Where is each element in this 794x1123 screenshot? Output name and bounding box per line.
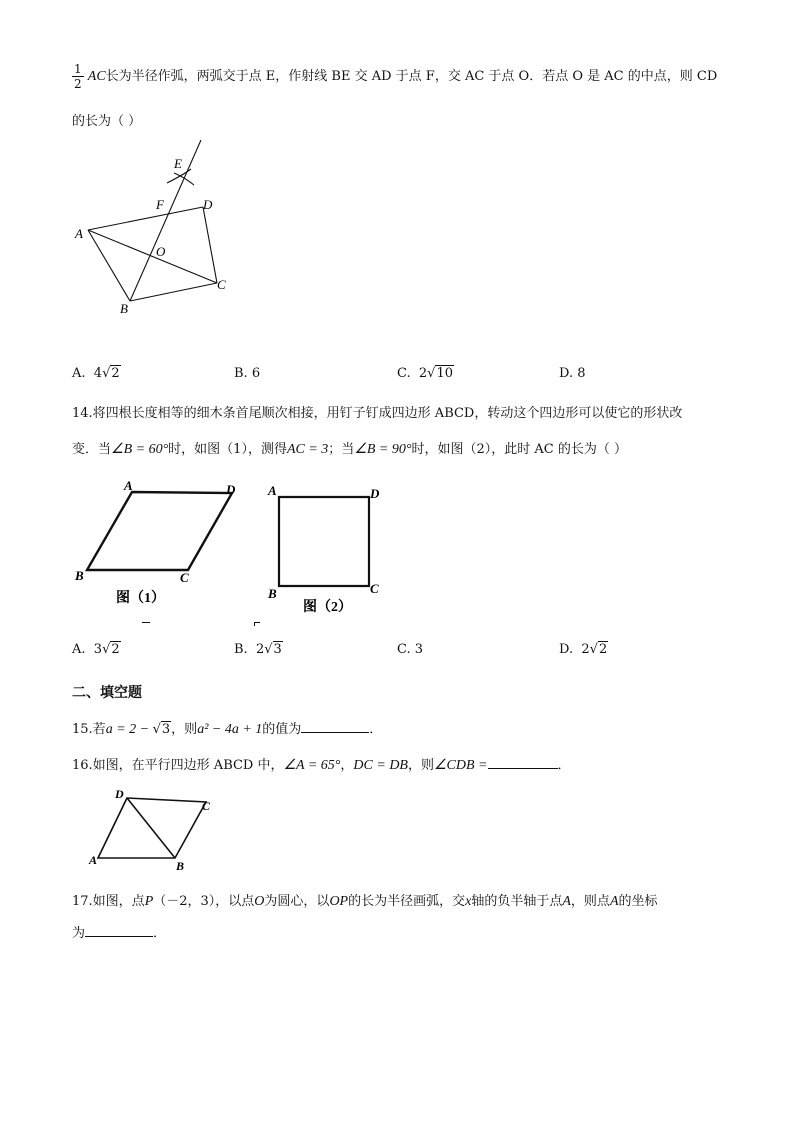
segment-cb (130, 283, 217, 301)
label-d: D (203, 197, 213, 212)
q14-line1: 14.将四根长度相等的细木条首尾顺次相接，用钉子钉成四边形 ABCD，转动这个四边形可以使它的形状改 (72, 406, 683, 421)
section-title: 二、填空题 (72, 685, 142, 701)
q13-line1-text: 长为半径作弧，两弧交于点 E，作射线 BE 交 AD 于点 F，交 AC 于点 O．若点 O 是 AC 的中点，则 CD (105, 69, 718, 84)
fig1-label-c: C (180, 570, 189, 585)
q16-label-b: B (176, 859, 185, 873)
q16-label-a: A (89, 853, 98, 867)
q14-option-b[interactable]: B. 2√3 (234, 642, 282, 657)
q16-label-c: C (202, 799, 211, 813)
segment-ac (88, 230, 217, 283)
q15-line: 15.若a = 2 − √3，则a² − 4a + 1的值为 ． (72, 722, 383, 737)
answer-blank-15[interactable] (301, 720, 369, 733)
segment-dc (203, 207, 217, 283)
q13-option-d[interactable]: D. 8 (559, 366, 586, 381)
q14-option-a[interactable]: A. 3√2 (72, 642, 120, 657)
diagonal-db (127, 798, 175, 858)
ray-be (130, 140, 201, 301)
fig2-label-b: B (268, 586, 277, 601)
answer-blank-16[interactable] (488, 756, 558, 769)
segment-ad (88, 207, 203, 230)
fig1-label-d: D (226, 482, 236, 497)
fig1-label-b: B (75, 568, 84, 583)
q16-line: 16.如图，在平行四边形 ABCD 中，∠A = 65°，DC = DB，则∠CDB = ． (72, 758, 571, 773)
fig2-label-d: D (370, 486, 380, 501)
scan-mark (142, 622, 150, 623)
q13-option-a[interactable]: A. 4√2 (72, 366, 120, 381)
arc-2 (167, 169, 191, 183)
q13-option-c[interactable]: C. 2√10 (397, 366, 454, 381)
q17-line1: 17.如图，点P（－2，3），以点O为圆心，以OP的长为半径画弧，交x轴的负半轴于点A，则点A的坐标 (72, 894, 658, 909)
q14-figure-1 (70, 472, 250, 612)
fig2-label-c: C (370, 581, 379, 596)
q14-line2: 变．当∠B = 60°时，如图（1），测得AC = 3；当∠B = 90°时，如图（2），此时 AC 的长为（ ） (72, 442, 627, 457)
label-f: F (156, 197, 164, 212)
answer-blank-17[interactable] (85, 924, 153, 937)
q13-line2: 的长为（ ） (72, 114, 142, 129)
half-fraction: $\frac{1}{2}$ (74, 62, 82, 91)
rhombus-abcd (87, 492, 232, 570)
label-a: A (75, 226, 83, 241)
label-o: O (156, 244, 166, 259)
scan-mark-3 (254, 622, 255, 626)
square-abcd (279, 497, 369, 586)
var-ac: AC (87, 69, 106, 84)
label-b: B (120, 301, 128, 316)
q13-figure (70, 135, 250, 320)
q16-label-d: D (115, 787, 124, 801)
segment-ba (88, 230, 130, 301)
q14-option-c[interactable]: C. 3 (397, 642, 424, 657)
q16-figure (84, 782, 224, 874)
q13-line1 (72, 62, 717, 91)
q14-figure-2 (258, 478, 398, 628)
fig1-label-a: A (124, 478, 133, 493)
q17-line2: 为 ． (72, 926, 167, 941)
label-c: C (217, 277, 226, 292)
label-e: E (174, 156, 182, 171)
fig2-label-a: A (268, 483, 277, 498)
fig2-caption: 图（2） (303, 600, 352, 615)
fig1-caption: 图（1） (116, 591, 165, 606)
q14-option-d[interactable]: D. 2√2 (559, 642, 608, 657)
q13-option-b[interactable]: B. 6 (234, 366, 261, 381)
